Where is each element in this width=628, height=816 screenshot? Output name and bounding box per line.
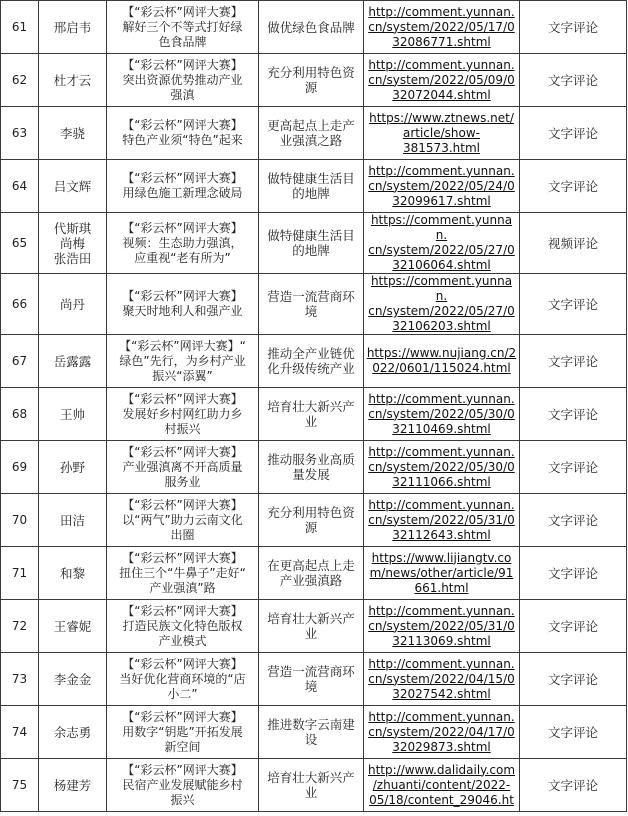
topic-cell: 培育壮大新兴产 业	[259, 759, 364, 812]
title-cell: 【“彩云杯”网评大赛】 用绿色施工新理念破局	[107, 160, 259, 213]
table-row	[1, 600, 627, 653]
title-cell: 【“彩云杯”网评大赛】 特色产业须“特色”起来	[107, 107, 259, 160]
url-link[interactable]: http://www.dalidaily.com /zhuanti/content/2022- 05/18/content_29046.ht	[364, 759, 520, 812]
row-number: 74	[1, 706, 39, 759]
row-number: 64	[1, 160, 39, 213]
title-cell: 【“彩云杯”网评大赛】 视频：生态助力强滇， 应重视“老有所为”	[107, 213, 259, 274]
type-cell: 文字评论	[520, 600, 627, 653]
topic-cell: 做特健康生活目 的地牌	[259, 160, 364, 213]
url-link[interactable]: http://comment.yunnan. cn/system/2022/05/17/0 32086771.shtml	[364, 1, 520, 54]
url-link[interactable]: https://www.lijiangtv.co m/news/other/article/91 661.html	[364, 547, 520, 600]
table-body	[1, 1, 627, 812]
type-cell: 文字评论	[520, 494, 627, 547]
author-cell: 岳露露	[39, 335, 107, 388]
topic-cell: 做优绿色食品牌	[259, 1, 364, 54]
title-cell: 【“彩云杯”网评大赛】 以“两气”助力云南文化 出圈	[107, 494, 259, 547]
topic-cell: 更高起点上走产 业强滇之路	[259, 107, 364, 160]
row-number: 70	[1, 494, 39, 547]
topic-cell: 推动服务业高质 量发展	[259, 441, 364, 494]
table-row	[1, 160, 627, 213]
author-cell: 邢启韦	[39, 1, 107, 54]
url-link[interactable]: http://comment.yunnan. cn/system/2022/05/30/0 32110469.shtml	[364, 388, 520, 441]
url-link[interactable]: https://comment.yunnan. cn/system/2022/05/27/0 32106064.shtml	[364, 213, 520, 274]
row-number: 61	[1, 1, 39, 54]
title-cell: 【“彩云杯”网评大赛】 扭住三个“牛鼻子”走好“ 产业强滇”路	[107, 547, 259, 600]
title-cell: 【“彩云杯”网评大赛】 解好三个不等式打好绿 色食品牌	[107, 1, 259, 54]
author-cell: 吕文辉	[39, 160, 107, 213]
url-link[interactable]: http://comment.yunnan. cn/system/2022/04/15/0 32027542.shtml	[364, 653, 520, 706]
title-cell: 【“彩云杯”网评大赛】 产业强滇离不开高质量 服务业	[107, 441, 259, 494]
author-cell: 田洁	[39, 494, 107, 547]
table-row	[1, 1, 627, 54]
author-cell: 王帅	[39, 388, 107, 441]
type-cell: 文字评论	[520, 54, 627, 107]
table-row	[1, 335, 627, 388]
type-cell: 文字评论	[520, 759, 627, 812]
title-cell: 【“彩云杯”网评大赛】 用数字“钥匙”开拓发展 新空间	[107, 706, 259, 759]
url-link[interactable]: http://comment.yunnan. cn/system/2022/05/30/0 32111066.shtml	[364, 441, 520, 494]
author-cell: 杨建芳	[39, 759, 107, 812]
row-number: 69	[1, 441, 39, 494]
row-number: 75	[1, 759, 39, 812]
table-row	[1, 274, 627, 335]
type-cell: 文字评论	[520, 274, 627, 335]
title-cell: 【“彩云杯”网评大赛】 发展好乡村网红助力乡 村振兴	[107, 388, 259, 441]
table-row	[1, 547, 627, 600]
title-cell: 【“彩云杯”网评大赛】 打造民族文化特色版权 产业模式	[107, 600, 259, 653]
table-row	[1, 213, 627, 274]
topic-cell: 充分利用特色资 源	[259, 494, 364, 547]
row-number: 68	[1, 388, 39, 441]
type-cell: 文字评论	[520, 160, 627, 213]
topic-cell: 营造一流营商环 境	[259, 274, 364, 335]
row-number: 73	[1, 653, 39, 706]
row-number: 63	[1, 107, 39, 160]
url-link[interactable]: https://www.nujiang.cn/2 022/0601/115024.html	[364, 335, 520, 388]
type-cell: 文字评论	[520, 547, 627, 600]
url-link[interactable]: http://comment.yunnan. cn/system/2022/05/31/0 32112643.shtml	[364, 494, 520, 547]
url-link[interactable]: http://comment.yunnan. cn/system/2022/05/31/0 32113069.shtml	[364, 600, 520, 653]
row-number: 71	[1, 547, 39, 600]
type-cell: 文字评论	[520, 107, 627, 160]
row-number: 65	[1, 213, 39, 274]
type-cell: 文字评论	[520, 388, 627, 441]
topic-cell: 营造一流营商环 境	[259, 653, 364, 706]
author-cell: 杜才云	[39, 54, 107, 107]
table-row	[1, 388, 627, 441]
author-cell: 余志勇	[39, 706, 107, 759]
table-row	[1, 441, 627, 494]
table-row	[1, 759, 627, 812]
title-cell: 【“彩云杯”网评大赛】“ 绿色”先行，为乡村产业 振兴“添翼”	[107, 335, 259, 388]
topic-cell: 充分利用特色资 源	[259, 54, 364, 107]
topic-cell: 在更高起点上走 产业强滇路	[259, 547, 364, 600]
type-cell: 文字评论	[520, 706, 627, 759]
row-number: 72	[1, 600, 39, 653]
title-cell: 【“彩云杯”网评大赛】 民宿产业发展赋能乡村 振兴	[107, 759, 259, 812]
url-link[interactable]: http://comment.yunnan. cn/system/2022/05/09/0 32072044.shtml	[364, 54, 520, 107]
author-cell: 代斯琪 尚梅 张浩田	[39, 213, 107, 274]
row-number: 62	[1, 54, 39, 107]
author-cell: 李骁	[39, 107, 107, 160]
url-link[interactable]: http://comment.yunnan. cn/system/2022/05/24/0 32099617.shtml	[364, 160, 520, 213]
topic-cell: 推动全产业链优 化升级传统产业	[259, 335, 364, 388]
table-row	[1, 107, 627, 160]
row-number: 66	[1, 274, 39, 335]
author-cell: 李金金	[39, 653, 107, 706]
topic-cell: 做特健康生活目 的地牌	[259, 213, 364, 274]
table-row	[1, 494, 627, 547]
table-row	[1, 653, 627, 706]
row-number: 67	[1, 335, 39, 388]
type-cell: 文字评论	[520, 441, 627, 494]
author-cell: 孙野	[39, 441, 107, 494]
author-cell: 王睿妮	[39, 600, 107, 653]
title-cell: 【“彩云杯”网评大赛】 聚天时地利人和强产业	[107, 274, 259, 335]
author-cell: 和黎	[39, 547, 107, 600]
url-link[interactable]: http://comment.yunnan. cn/system/2022/04/17/0 32029873.shtml	[364, 706, 520, 759]
type-cell: 视频评论	[520, 213, 627, 274]
url-link[interactable]: https://comment.yunnan. cn/system/2022/05/27/0 32106203.shtml	[364, 274, 520, 335]
table-row	[1, 706, 627, 759]
topic-cell: 培育壮大新兴产 业	[259, 600, 364, 653]
type-cell: 文字评论	[520, 653, 627, 706]
table-row	[1, 54, 627, 107]
url-link[interactable]: https://www.ztnews.net/ article/show- 381573.html	[364, 107, 520, 160]
topic-cell: 培育壮大新兴产 业	[259, 388, 364, 441]
title-cell: 【“彩云杯”网评大赛】 突出资源优势推动产业 强滇	[107, 54, 259, 107]
title-cell: 【“彩云杯”网评大赛】 当好优化营商环境的“店 小二”	[107, 653, 259, 706]
author-cell: 尚丹	[39, 274, 107, 335]
topic-cell: 推进数字云南建 设	[259, 706, 364, 759]
type-cell: 文字评论	[520, 1, 627, 54]
type-cell: 文字评论	[520, 335, 627, 388]
